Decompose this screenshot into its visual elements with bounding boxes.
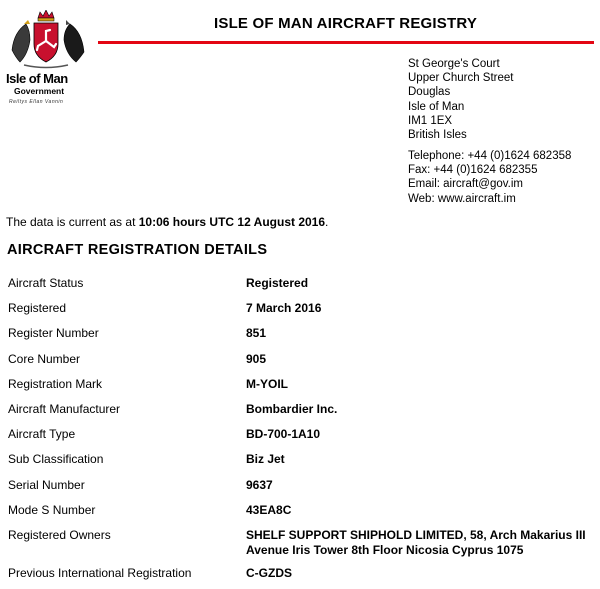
address-line: Douglas <box>408 86 451 99</box>
logo-subtitle: Government <box>14 86 65 96</box>
email-link[interactable]: Email: aircraft@gov.im <box>408 178 523 191</box>
detail-row <box>0 324 600 349</box>
detail-row <box>0 476 600 501</box>
currency-prefix: The data is current as at <box>6 215 139 229</box>
address-line: Upper Church Street <box>408 72 514 85</box>
detail-row <box>0 501 600 526</box>
logo-motto: Reiltys Ellan Vannin <box>9 99 64 105</box>
detail-label: Serial Number <box>8 477 85 492</box>
detail-label: Aircraft Manufacturer <box>8 401 121 416</box>
data-currency-note <box>6 215 328 229</box>
detail-row <box>0 375 600 400</box>
detail-value: SHELF SUPPORT SHIPHOLD LIMITED, 58, Arch Makarius III Avenue Iris Tower 8th Floor Nicosia Cyprus 1075 <box>246 527 586 557</box>
detail-value: 851 <box>246 326 267 341</box>
page-title: ISLE OF MAN AIRCRAFT REGISTRY <box>214 15 478 32</box>
detail-label: Core Number <box>8 351 81 366</box>
detail-row <box>0 400 600 425</box>
detail-value: BD-700-1A10 <box>246 427 321 442</box>
detail-row <box>0 299 600 324</box>
telephone: Telephone: +44 (0)1624 682358 <box>408 150 572 162</box>
detail-label: Previous International Registration <box>8 565 192 580</box>
address-line: Isle of Man <box>408 100 465 113</box>
registration-details-table <box>0 274 600 589</box>
detail-row <box>0 564 600 589</box>
address-line: British Isles <box>408 129 467 142</box>
detail-label: Registration Mark <box>8 376 103 391</box>
detail-value: Registered <box>246 276 309 290</box>
section-title: AIRCRAFT REGISTRATION DETAILS <box>7 242 268 258</box>
detail-label: Registered Owners <box>8 527 111 542</box>
header-divider <box>98 41 594 44</box>
detail-value: 43EA8C <box>246 502 292 517</box>
detail-label: Aircraft Status <box>8 276 84 290</box>
detail-value: C-GZDS <box>246 565 292 580</box>
detail-row <box>0 425 600 450</box>
detail-label: Register Number <box>8 326 99 341</box>
detail-row <box>0 274 600 299</box>
detail-row <box>0 450 600 475</box>
detail-value: 9637 <box>246 477 273 492</box>
currency-timestamp: 10:06 hours UTC 12 August 2016 <box>138 215 326 229</box>
address-line: IM1 1EX <box>408 114 453 127</box>
detail-value: Bombardier Inc. <box>246 401 338 416</box>
postal-address <box>408 57 513 142</box>
web-link[interactable]: Web: www.aircraft.im <box>408 192 516 205</box>
detail-value: 905 <box>246 351 267 366</box>
detail-label: Registered <box>8 301 67 316</box>
currency-suffix: . <box>325 215 329 229</box>
detail-label: Sub Classification <box>8 452 104 467</box>
detail-label: Mode S Number <box>8 502 96 517</box>
detail-value: M-YOIL <box>246 376 288 391</box>
detail-row <box>0 526 600 564</box>
address-line: St George's Court <box>408 58 500 70</box>
isle-of-man-logo <box>6 10 88 110</box>
detail-label: Aircraft Type <box>8 427 76 442</box>
contact-details <box>408 149 571 206</box>
detail-row <box>0 350 600 375</box>
detail-value: 7 March 2016 <box>246 301 322 316</box>
coat-of-arms-icon <box>6 10 90 72</box>
detail-value: Biz Jet <box>246 452 285 467</box>
fax: Fax: +44 (0)1624 682355 <box>408 164 538 177</box>
logo-title: Isle of Man <box>6 71 68 86</box>
